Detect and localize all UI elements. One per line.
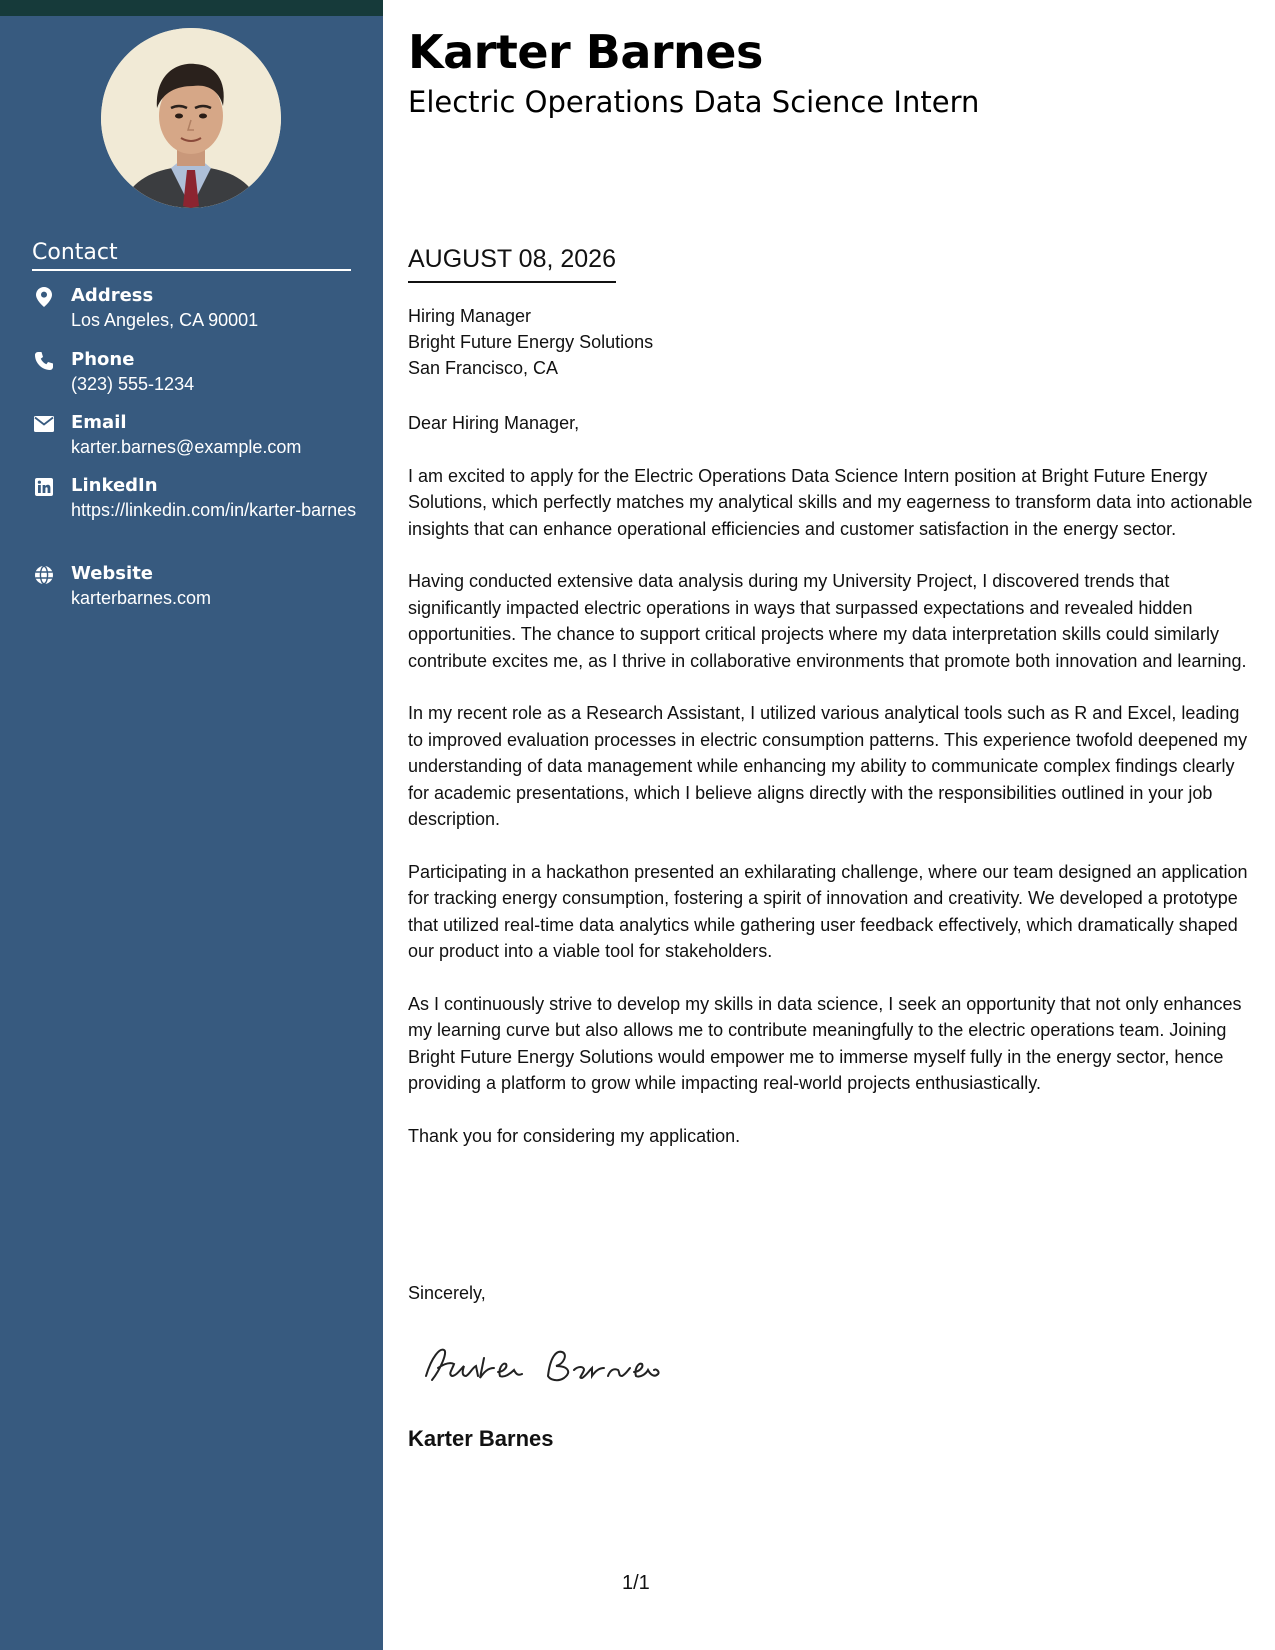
recipient-line: San Francisco, CA [408,358,559,378]
contact-email-label: Email [71,412,127,433]
letter-date: AUGUST 08, 2026 [408,243,616,283]
sidebar [0,0,383,1650]
signature-drawing [418,1336,678,1396]
contact-address-value: Los Angeles, CA 90001 [71,310,259,330]
recipient-block [408,303,653,381]
map-pin-icon [32,286,56,308]
contact-phone-label: Phone [71,349,135,370]
contact-heading: Contact [32,240,351,271]
contact-linkedin-label: LinkedIn [71,475,158,496]
handwritten-signature [418,1336,678,1396]
letter-paragraph: As I continuously strive to develop my skills in data science, I seek an opportunity that not only enhances my learning curve but also allows me to contribute meaningfully to the electric operations team. Joining Bright Future Energy Solutions would empower me to immerse myself fully in the energy sector, hence providing a platform to grow while impacting real-world projects enthusiastically. [408,993,1242,1094]
letter-body [408,410,1253,1176]
contact-linkedin-value: https://linkedin.com/in/karter-barnes [71,500,357,520]
letter-paragraph: In my recent role as a Research Assistant, I utilized various analytical tools such as R and Excel, leading to improved evaluation processes in electric consumption patterns. This experience twofold deepened my understanding of data management while enhancing my ability to communicate complex findings clearly for academic presentations, which I believe aligns directly with the responsibilities outlined in your job description. [408,703,1248,830]
thanks-line: Thank you for considering my application. [408,1125,741,1146]
linkedin-icon [32,476,56,498]
recipient-line: Hiring Manager [408,306,532,326]
sidebar-top-band [0,0,383,16]
recipient-line: Bright Future Energy Solutions [408,332,654,352]
closing: Sincerely, [408,1283,486,1303]
contact-website-value: karterbarnes.com [71,588,212,608]
letter-paragraph: I am excited to apply for the Electric Operations Data Science Intern position at Bright Future Energy Solutions, which perfectly matches my analytical skills and my eagerness to transform data into actionable insights that can enhance operational efficiencies and customer satisfaction in the energy sector. [408,465,1253,539]
contact-email-value: karter.barnes@example.com [71,437,302,457]
job-title: Electric Operations Data Science Intern [408,85,980,119]
applicant-name: Karter Barnes [408,25,763,79]
salutation: Dear Hiring Manager, [408,413,580,433]
profile-photo [101,28,281,208]
globe-icon [32,564,56,586]
contact-address-label: Address [71,285,154,306]
letter-paragraph: Participating in a hackathon presented an exhilarating challenge, where our team designed an application for tracking energy consumption, fostering a spirit of innovation and creativity. We developed a prototype that utilized real-time data analytics while gathering user feedback effectively, which dramatically shaped our product into a viable tool for stakeholders. [408,861,1248,962]
phone-icon [32,350,56,372]
profile-photo-illustration [101,28,281,208]
signer-name: Karter Barnes [408,1426,554,1451]
contact-phone-value: (323) 555-1234 [71,374,195,394]
envelope-icon [32,413,56,435]
contact-website-label: Website [71,563,154,584]
page-number: 1/1 [622,1572,650,1594]
letter-paragraph: Having conducted extensive data analysis during my University Project, I discovered trends that significantly impacted electric operations in ways that surpassed expectations and revealed hidden opportunities. The chance to support critical projects where my data interpretation skills could similarly contribute excites me, as I thrive in collaborative environments that promote both innovation and learning. [408,571,1247,671]
